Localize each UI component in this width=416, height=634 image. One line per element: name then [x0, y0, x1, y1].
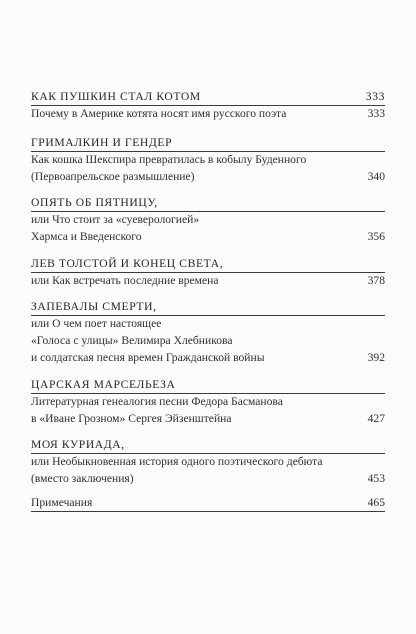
- entry-page-number: 427: [367, 412, 385, 425]
- entry-page-number: 333: [365, 90, 385, 103]
- entry-subtitle: Как кошка Шекспира превратилась в кобылу Буденного: [31, 153, 307, 166]
- toc-entry: [31, 90, 385, 120]
- entry-subtitle: Литературная генеалогия песни Федора Басманова: [31, 395, 283, 408]
- toc-entry: [31, 257, 385, 287]
- entry-subtitle: или Что стоит за «суеверологией»: [31, 213, 200, 226]
- toc-entry: [31, 300, 385, 366]
- toc-entry: [31, 496, 385, 516]
- entry-title: КАК ПУШКИН СТАЛ КОТОМ: [31, 90, 201, 103]
- heading-rule: [31, 211, 385, 212]
- entry-page-number: 453: [367, 472, 385, 485]
- entry-page-number: 465: [367, 496, 385, 509]
- entry-subtitle: и солдатская песня времен Гражданской войны: [31, 351, 265, 364]
- entry-subtitle: Почему в Америке котята носят имя русского поэта: [31, 107, 287, 120]
- heading-rule: [31, 511, 385, 512]
- toc-entry: [31, 196, 385, 244]
- entry-page-number: 340: [367, 170, 385, 183]
- entry-title: МОЯ КУРИАДА,: [31, 438, 125, 451]
- entry-subtitle: или Как встречать последние времена: [31, 274, 219, 287]
- entry-subtitle: в «Иване Грозном» Сергея Эйзенштейна: [31, 412, 232, 425]
- entry-subtitle: или Необыкновенная история одного поэтического дебюта: [31, 455, 323, 468]
- toc-entry: [31, 378, 385, 426]
- heading-rule: [31, 453, 385, 454]
- entry-page-number: 378: [367, 274, 385, 287]
- entry-title: ЛЕВ ТОЛСТОЙ И КОНЕЦ СВЕТА,: [31, 257, 224, 270]
- entry-title: Примечания: [31, 496, 93, 509]
- entry-title: ЦАРСКАЯ МАРСЕЛЬЕЗА: [31, 378, 176, 391]
- toc-entry: [31, 136, 385, 184]
- entry-title: ОПЯТЬ ОБ ПЯТНИЦУ,: [31, 196, 158, 209]
- heading-rule: [31, 315, 385, 316]
- entry-subtitle: (Первоапрельское размышление): [31, 170, 195, 183]
- entry-title: ГРИМАЛКИН И ГЕНДЕР: [31, 136, 173, 149]
- entry-page-number: 392: [367, 351, 385, 364]
- heading-rule: [31, 272, 385, 273]
- entry-subtitle: или О чем поет настоящее: [31, 317, 162, 330]
- toc-entry: [31, 438, 385, 486]
- entry-subtitle: Хармса и Введенского: [31, 230, 142, 243]
- entry-subtitle: (вместо заключения): [31, 472, 134, 485]
- entry-page-number: 356: [367, 230, 385, 243]
- heading-rule: [31, 151, 385, 152]
- heading-rule: [31, 105, 385, 106]
- heading-rule: [31, 393, 385, 394]
- entry-subtitle: «Голоса с улицы» Велимира Хлебникова: [31, 334, 233, 347]
- entry-title: ЗАПЕВАЛЫ СМЕРТИ,: [31, 300, 157, 313]
- entry-page-number: 333: [367, 107, 385, 120]
